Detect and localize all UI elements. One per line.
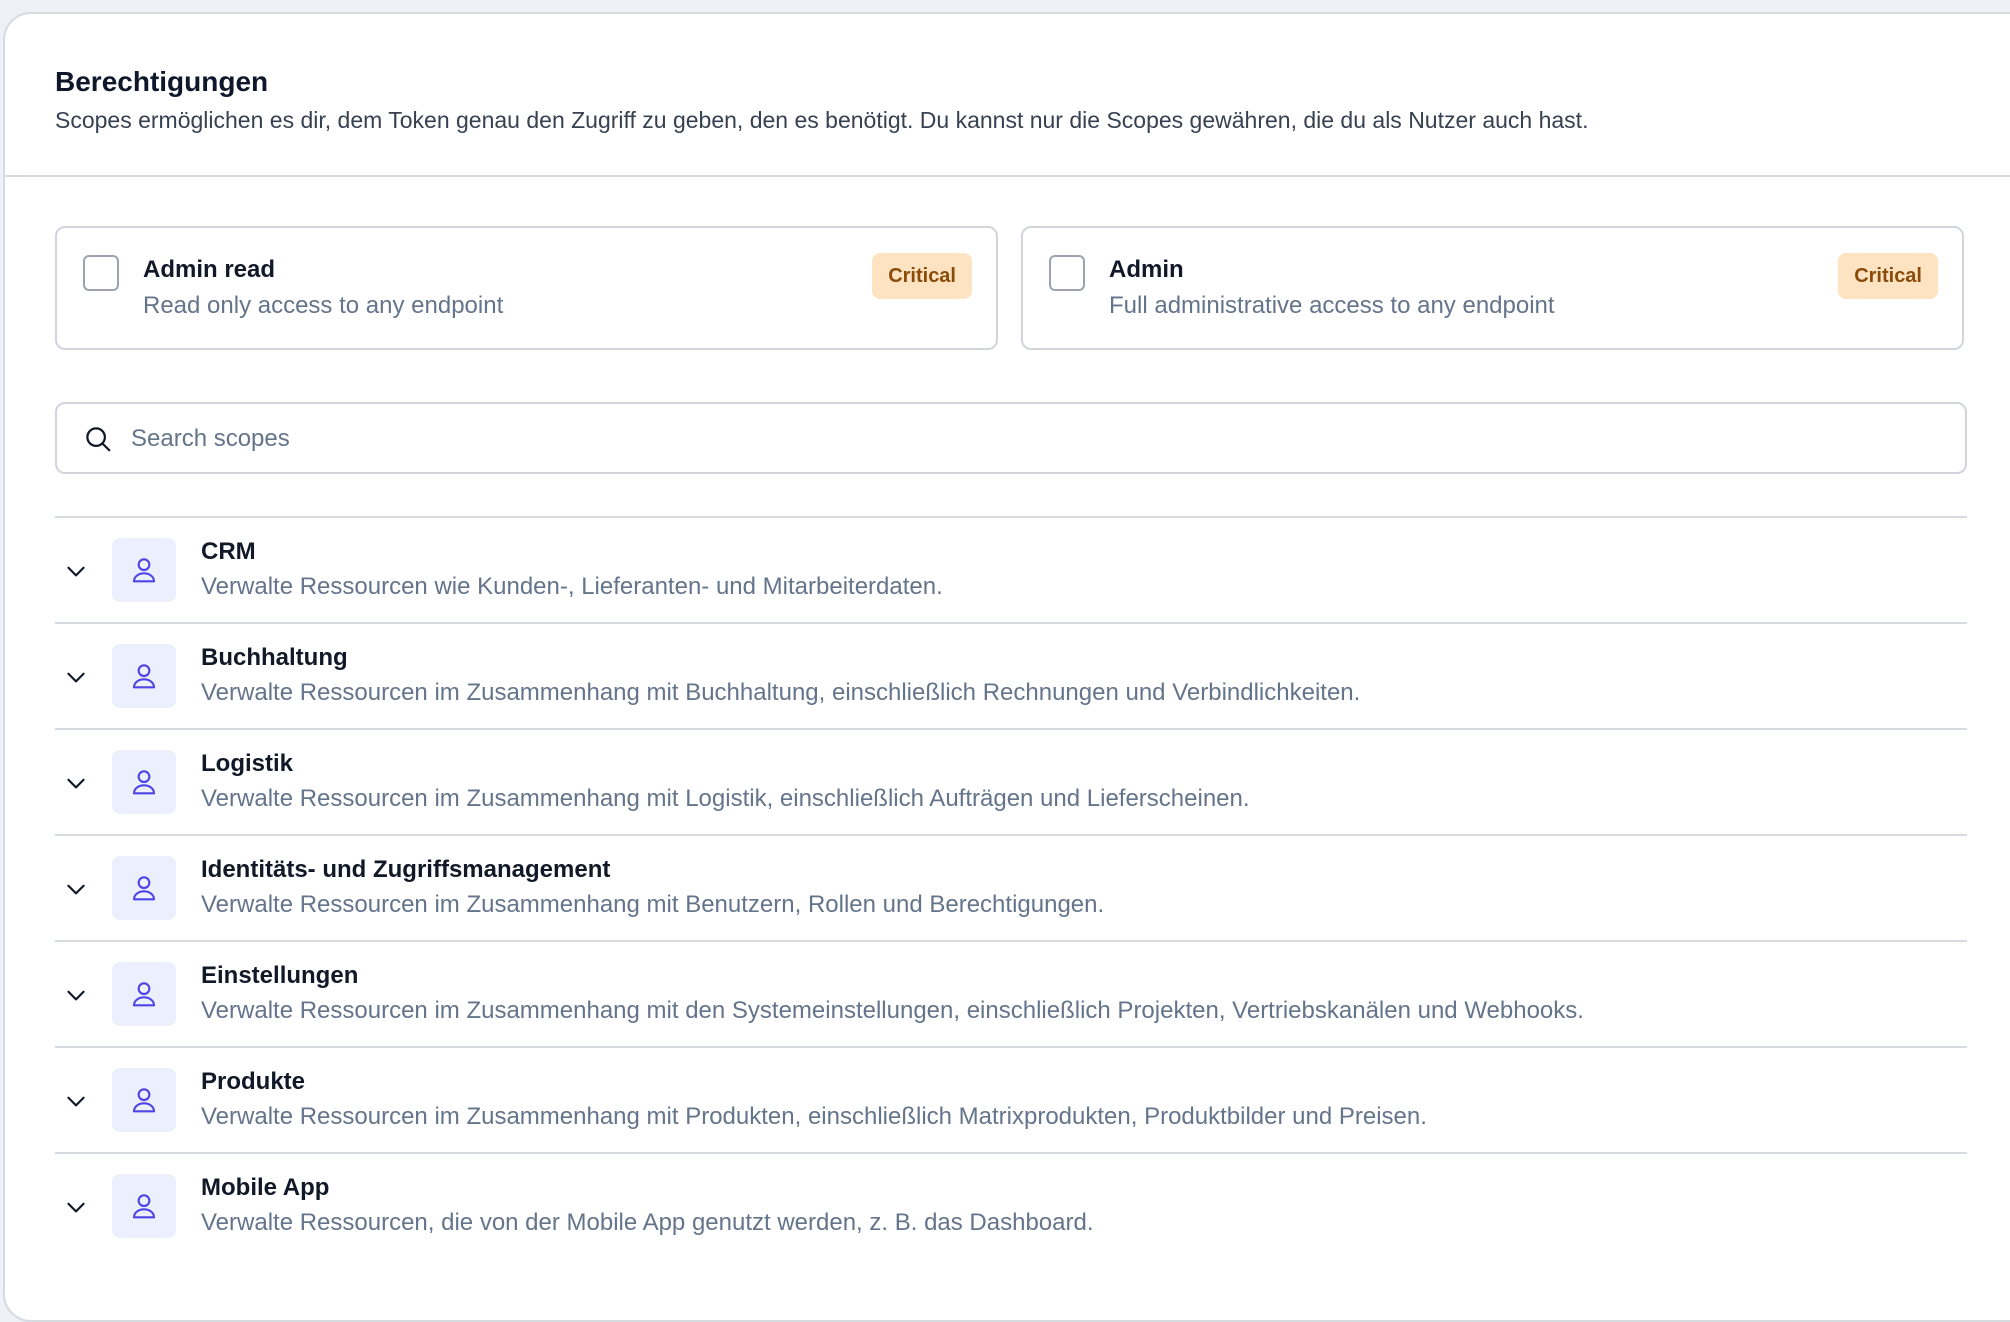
scope-description: Verwalte Ressourcen im Zusammenhang mit Buchhaltung, einschließlich Rechnungen und Verbindlichkeiten. bbox=[201, 679, 1361, 706]
scope-title: Logistik bbox=[201, 750, 294, 777]
scope-title: Mobile App bbox=[201, 1174, 330, 1201]
scope-icon-container bbox=[112, 750, 176, 814]
scope-title: Produkte bbox=[201, 1068, 306, 1095]
critical-badge: Critical bbox=[872, 253, 972, 299]
chevron-down-icon[interactable] bbox=[63, 664, 89, 690]
scope-title: CRM bbox=[201, 538, 256, 565]
search-icon bbox=[83, 424, 113, 454]
admin-scope-cards bbox=[55, 226, 1967, 350]
admin-read-title: Admin read bbox=[143, 256, 276, 283]
scope-list bbox=[55, 516, 1967, 1258]
scope-title: Buchhaltung bbox=[201, 644, 348, 671]
chevron-down-icon[interactable] bbox=[63, 558, 89, 584]
scope-row-einstellungen[interactable] bbox=[55, 940, 1967, 1046]
chevron-down-icon[interactable] bbox=[63, 770, 89, 796]
scope-title: Einstellungen bbox=[201, 962, 359, 989]
scope-description: Verwalte Ressourcen im Zusammenhang mit Benutzern, Rollen und Berechtigungen. bbox=[201, 891, 1105, 918]
scope-icon-container bbox=[112, 538, 176, 602]
user-icon bbox=[128, 1190, 160, 1222]
permissions-header bbox=[55, 64, 1955, 136]
scope-row-logistik[interactable] bbox=[55, 728, 1967, 834]
permissions-panel bbox=[3, 12, 2010, 1322]
scope-row-produkte[interactable] bbox=[55, 1046, 1967, 1152]
scope-description: Verwalte Ressourcen, die von der Mobile App genutzt werden, z. B. das Dashboard. bbox=[201, 1209, 1094, 1236]
admin-description: Full administrative access to any endpoint bbox=[1109, 292, 1555, 319]
admin-title: Admin bbox=[1109, 256, 1184, 283]
scope-icon-container bbox=[112, 1068, 176, 1132]
user-icon bbox=[128, 660, 160, 692]
scope-row-identity-access[interactable] bbox=[55, 834, 1967, 940]
scope-description: Verwalte Ressourcen im Zusammenhang mit den Systemeinstellungen, einschließlich Projekten, Vertriebskanälen und Webhooks. bbox=[201, 997, 1584, 1024]
user-icon bbox=[128, 872, 160, 904]
chevron-down-icon[interactable] bbox=[63, 982, 89, 1008]
critical-badge: Critical bbox=[1838, 253, 1938, 299]
scope-row-mobile-app[interactable] bbox=[55, 1152, 1967, 1258]
scope-icon-container bbox=[112, 1174, 176, 1238]
header-divider bbox=[5, 175, 2010, 177]
scope-description: Verwalte Ressourcen im Zusammenhang mit Logistik, einschließlich Aufträgen und Lieferscheinen. bbox=[201, 785, 1250, 812]
chevron-down-icon[interactable] bbox=[63, 1088, 89, 1114]
scope-icon-container bbox=[112, 962, 176, 1026]
user-icon bbox=[128, 1084, 160, 1116]
scope-row-crm[interactable] bbox=[55, 516, 1967, 622]
user-icon bbox=[128, 554, 160, 586]
scope-icon-container bbox=[112, 644, 176, 708]
scope-row-buchhaltung[interactable] bbox=[55, 622, 1967, 728]
search-scopes-box[interactable] bbox=[55, 402, 1967, 474]
permissions-title: Berechtigungen bbox=[55, 66, 269, 97]
admin-checkbox[interactable] bbox=[1049, 255, 1085, 291]
scope-description: Verwalte Ressourcen im Zusammenhang mit Produkten, einschließlich Matrixprodukten, Produktbilder und Preisen. bbox=[201, 1103, 1427, 1130]
permissions-description: Scopes ermöglichen es dir, dem Token genau den Zugriff zu geben, den es benötigt. Du kannst nur die Scopes gewähren, die du als Nutzer auch hast. bbox=[55, 107, 1589, 133]
admin-read-card[interactable] bbox=[55, 226, 998, 350]
scope-icon-container bbox=[112, 856, 176, 920]
user-icon bbox=[128, 766, 160, 798]
search-input[interactable] bbox=[129, 414, 1933, 464]
chevron-down-icon[interactable] bbox=[63, 876, 89, 902]
admin-read-checkbox[interactable] bbox=[83, 255, 119, 291]
scope-description: Verwalte Ressourcen wie Kunden-, Lieferanten- und Mitarbeiterdaten. bbox=[201, 573, 943, 600]
admin-read-description: Read only access to any endpoint bbox=[143, 292, 504, 319]
admin-card[interactable] bbox=[1021, 226, 1964, 350]
scope-title: Identitäts- und Zugriffsmanagement bbox=[201, 856, 611, 883]
chevron-down-icon[interactable] bbox=[63, 1194, 89, 1220]
user-icon bbox=[128, 978, 160, 1010]
